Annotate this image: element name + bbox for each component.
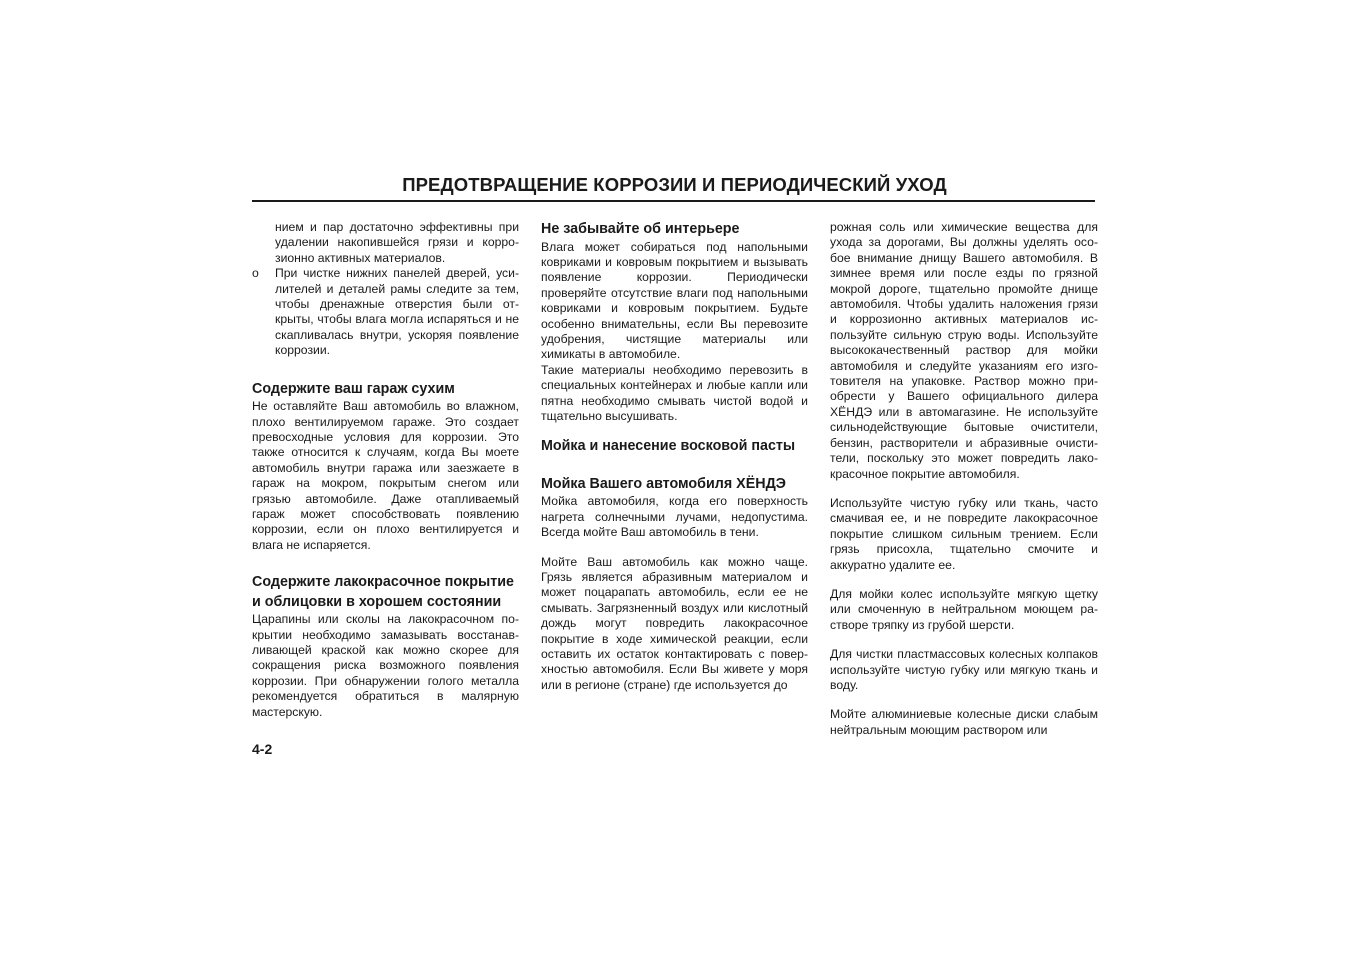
- bullet-text: При чистке нижних панелей дверей, усилителей и деталей рамы следите за тем, чтобы дренажные отверстия были открыты, чтобы влага могла испаряться и не скапливалась внутри, ускоряя появление коррозии.: [275, 266, 519, 358]
- paragraph-interior-1: Влага может собираться под напольными ковриками и ковровым покрытием и вызывать появление коррозии. Периодически проверяйте отсутствие влаги под напольными ковриками и ковровым покрытием. Будьте особенно внимательны, если Вы перевозите удобрения, чистящие материалы или химикаты в автомобиле.: [541, 239, 808, 362]
- paragraph-wash-1: Мойка автомобиля, когда его поверхность нагрета солнечными лучами, недопустима. Всегда мойте Ваш автомобиль в тени.: [541, 494, 808, 540]
- paragraph-alu: Мойте алюминиевые колесные диски слабым нейтральным моющим раствором или: [830, 707, 1098, 737]
- heading-garage: Содержите ваш гараж сухим: [252, 380, 455, 397]
- paragraph-sponge: Используйте чистую губку или ткань, часто смачивая ее, и не повредите лакокрасочное покрытие слишком сильным трением. Если грязь присохла, тщательно смочите и аккуратно удалите ее.: [830, 495, 1098, 572]
- paragraph-wash-2: Мойте Ваш автомобиль как можно чаще. Грязь является абразивным материалом и может поцарапать автомобиль, если ее не смывать. Загрязненный воздух или кислотный дождь могут повредить лакокрасочное покрытие в ходе химической реакции, если оставить их остаток контактировать с поверхностью автомобиля. Если Вы живете у моря или в регионе (стране) где используется до: [541, 554, 808, 692]
- heading-interior: Не забывайте об интерьере: [541, 221, 740, 237]
- column-middle: [541, 220, 808, 693]
- paragraph-interior-2: Такие материалы необходимо перевозить в специальных контейнерах и любые капли или пятна необходимо смывать чистой водой и тщательно высушивать.: [541, 362, 808, 423]
- paragraph-salt: рожная соль или химические вещества для ухода за дорогами, Вы должны уделять особое внимание днищу Вашего автомобиля. В зимнее время или после езды по грязной мокрой дороге, тщательно промойте днище автомобиля. Чтобы удалить наложения грязи и коррозионно активных материалов используйте сильную струю воды. Используйте высококачественный раствор для мойки автомобиля и следуйте указаниям его изготовителя на упаковке. Раствор можно приобрести у Вашего официального дилера ХЁНДЭ или в автомагазине. Не используйте сильнодействующие бытовые очистители, бензин, растворители и абразивные очистители, поскольку это может повредить лакокрасочное покрытие автомобиля.: [830, 220, 1098, 481]
- heading-paint: Содержите лакокрасочное покрытие и облицовки в хорошем состоянии: [252, 574, 514, 610]
- bullet-marker: o: [252, 266, 259, 281]
- page-title: ПРЕДОТВРАЩЕНИЕ КОРРОЗИИ И ПЕРИОДИЧЕСКИЙ УХОД: [402, 174, 947, 195]
- title-rule: [252, 200, 1095, 202]
- column-right: [830, 220, 1098, 738]
- page-number: 4-2: [252, 741, 273, 757]
- column-left: [252, 220, 519, 720]
- heading-wash-wax: Мойка и нанесение восковой пасты: [541, 438, 796, 455]
- paragraph-paint: Царапины или сколы на лакокрасочном покрытии необходимо замазывать восстанавливающей краской как можно скорее для сокращения риска возможного появления коррозии. При обнаружении голого металла рекомендуется обратиться в малярную мастерскую.: [252, 612, 519, 719]
- heading-wash-car: Мойка Вашего автомобиля ХЁНДЭ: [541, 475, 786, 492]
- bullet-item: [252, 266, 519, 358]
- paragraph-wheels: Для мойки колес используйте мягкую щетку или смоченную в нейтральном моющем растворе тряпку из грубой шерсти.: [830, 586, 1098, 632]
- continued-paragraph: нием и пар достаточно эффективны при удалении накопившейся грязи и коррозионно активных материалов.: [275, 220, 519, 265]
- paragraph-garage: Не оставляйте Ваш автомобиль во влажном, плохо вентилируемом гараже. Это создает превосходные условия для коррозии. Это также относится к случаям, когда Вы моете автомобиль внутри гаража или заезжаете в гараж на мокром, покрытым снегом или грязью автомобиле. Даже отапливаемый гараж может способствовать появлению коррозии, если он плохо вентилируется и влага не испаряется.: [252, 399, 519, 552]
- paragraph-caps: Для чистки пластмассовых колесных колпаков используйте чистую губку или мягкую ткань и воду.: [830, 647, 1098, 692]
